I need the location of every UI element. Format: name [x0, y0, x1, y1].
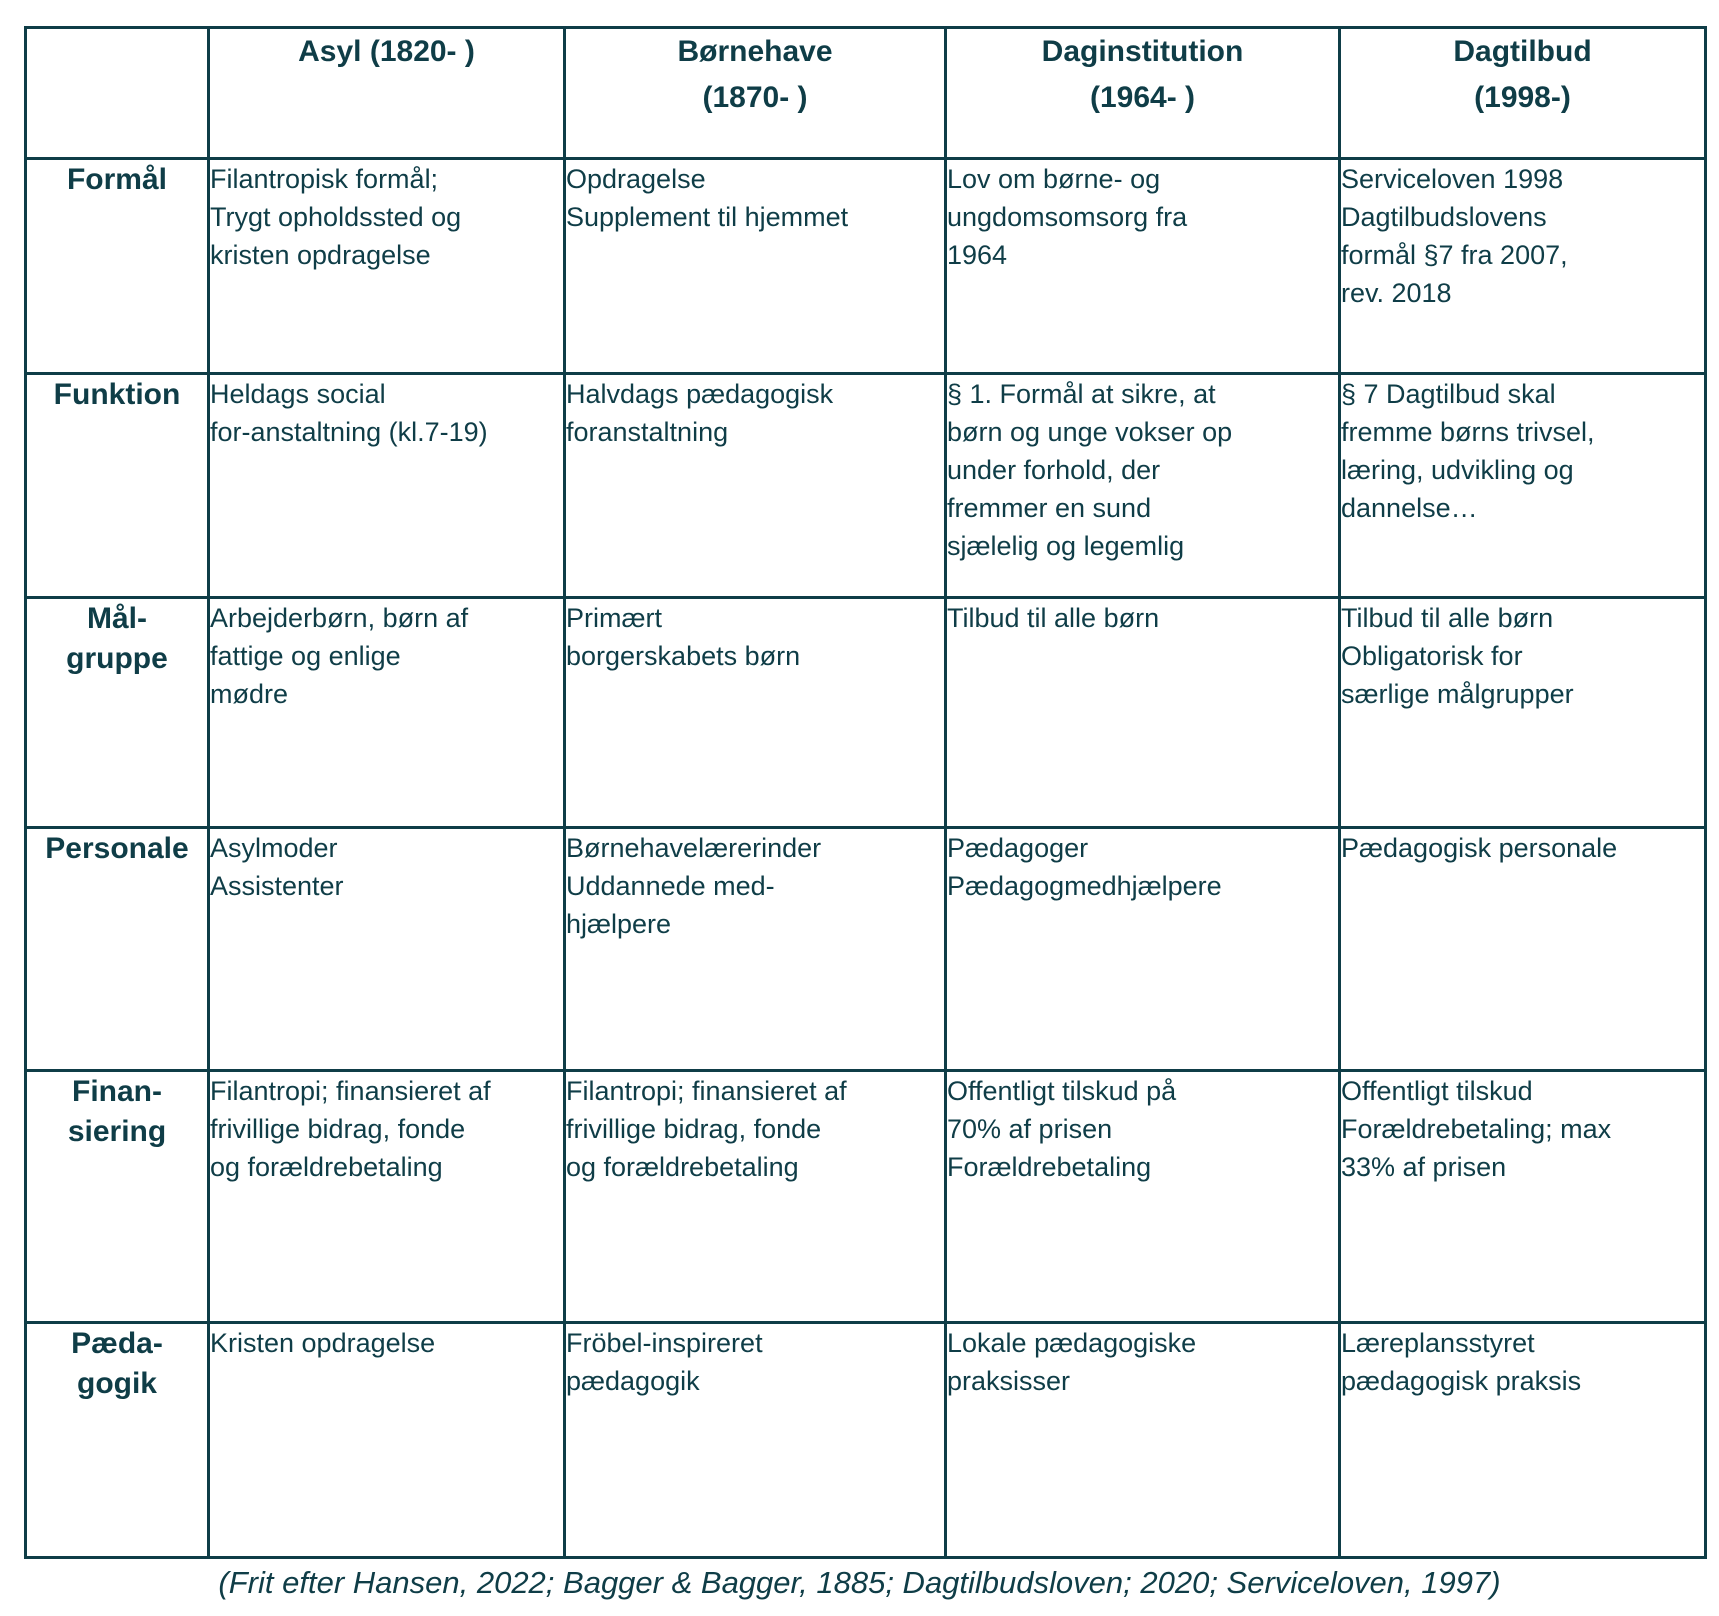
table-row: [26, 159, 1706, 374]
column-header-boernehave: Børnehave (1870- ): [565, 28, 946, 159]
comparison-table-container: [24, 26, 1704, 1559]
table-cell: Tilbud til alle børn: [946, 598, 1340, 828]
table-cell: Pædagogisk personale: [1340, 828, 1706, 1071]
table-cell: Opdragelse Supplement til hjemmet: [565, 159, 946, 374]
table-cell: Serviceloven 1998 Dagtilbudslovens formål §7 fra 2007, rev. 2018: [1340, 159, 1706, 374]
row-header-personale: Personale: [26, 828, 209, 1071]
table-row: [26, 828, 1706, 1071]
table-row: [26, 1323, 1706, 1558]
table-cell: Primært borgerskabets børn: [565, 598, 946, 828]
table-cell: § 1. Formål at sikre, at børn og unge vokser op under forhold, der fremmer en sund sjælelig og legemlig: [946, 374, 1340, 598]
column-header-daginstitution: Daginstitution (1964- ): [946, 28, 1340, 159]
table-row: [26, 598, 1706, 828]
table-cell: Tilbud til alle børn Obligatorisk for særlige målgrupper: [1340, 598, 1706, 828]
table-cell: Pædagoger Pædagogmedhjælpere: [946, 828, 1340, 1071]
row-header-maalgruppe: Mål- gruppe: [26, 598, 209, 828]
table-cell: Filantropi; finansieret af frivillige bidrag, fonde og forældrebetaling: [209, 1071, 565, 1323]
corner-cell: [26, 28, 209, 159]
table-cell: Filantropi; finansieret af frivillige bidrag, fonde og forældrebetaling: [565, 1071, 946, 1323]
table-cell: Offentligt tilskud Forældrebetaling; max 33% af prisen: [1340, 1071, 1706, 1323]
table-cell: Asylmoder Assistenter: [209, 828, 565, 1071]
source-caption: (Frit efter Hansen, 2022; Bagger & Bagger, 1885; Dagtilbudsloven; 2020; Serviceloven, 1997): [218, 1565, 1501, 1600]
column-header-asyl: Asyl (1820- ): [209, 28, 565, 159]
table-row: [26, 374, 1706, 598]
table-cell: Læreplansstyret pædagogisk praksis: [1340, 1323, 1706, 1558]
comparison-table: [24, 26, 1707, 1559]
table-cell: Fröbel-inspireret pædagogik: [565, 1323, 946, 1558]
header-row: [26, 28, 1706, 159]
row-header-funktion: Funktion: [26, 374, 209, 598]
table-cell: § 7 Dagtilbud skal fremme børns trivsel, læring, udvikling og dannelse…: [1340, 374, 1706, 598]
table-cell: Kristen opdragelse: [209, 1323, 565, 1558]
row-header-finansiering: Finan- siering: [26, 1071, 209, 1323]
table-row: [26, 1071, 1706, 1323]
row-header-formaal: Formål: [26, 159, 209, 374]
table-cell: Arbejderbørn, børn af fattige og enlige mødre: [209, 598, 565, 828]
column-header-dagtilbud: Dagtilbud (1998-): [1340, 28, 1706, 159]
table-cell: Halvdags pædagogisk foranstaltning: [565, 374, 946, 598]
table-cell: Lokale pædagogiske praksisser: [946, 1323, 1340, 1558]
table-cell: Filantropisk formål; Trygt opholdssted og kristen opdragelse: [209, 159, 565, 374]
row-header-paedagogik: Pæda- gogik: [26, 1323, 209, 1558]
table-cell: Børnehavelærerinder Uddannede med- hjælpere: [565, 828, 946, 1071]
table-cell: Heldags social for-anstaltning (kl.7-19): [209, 374, 565, 598]
table-cell: Offentligt tilskud på 70% af prisen Forældrebetaling: [946, 1071, 1340, 1323]
table-cell: Lov om børne- og ungdomsomsorg fra 1964: [946, 159, 1340, 374]
